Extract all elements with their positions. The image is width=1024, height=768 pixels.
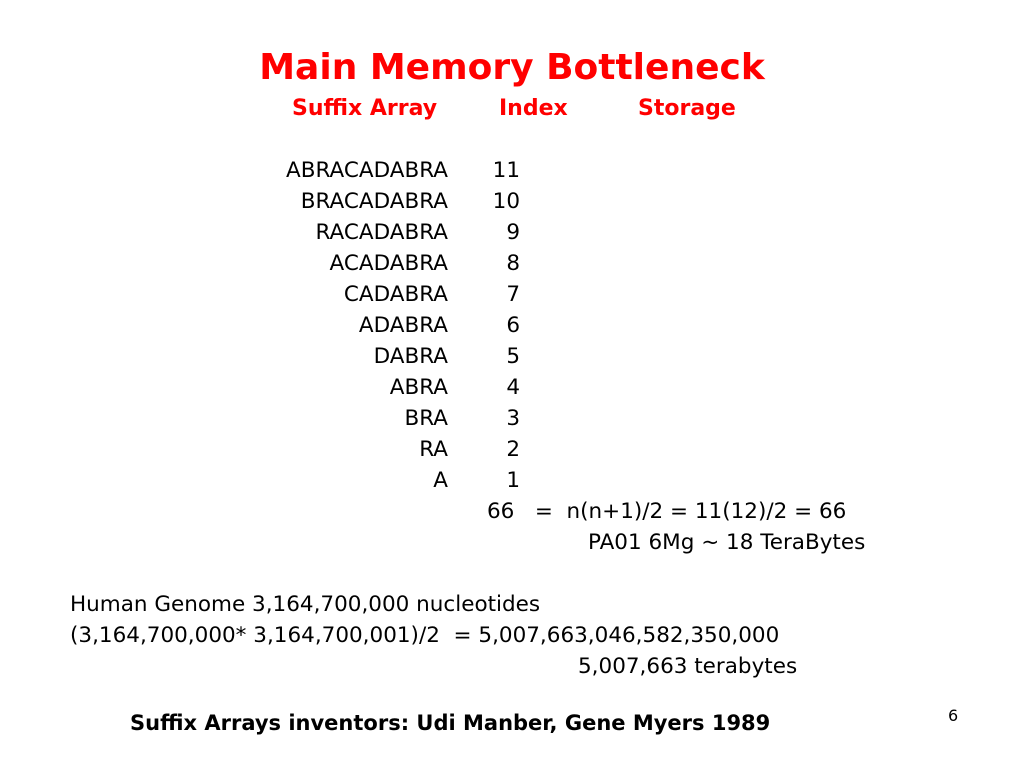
table-row	[240, 403, 540, 434]
suffix-cell: DABRA	[373, 344, 448, 369]
table-row	[240, 310, 540, 341]
suffix-cell: ADABRA	[358, 313, 448, 338]
table-row	[240, 434, 540, 465]
storage-total-line: 66 = n(n+1)/2 = 11(12)/2 = 66	[487, 499, 847, 524]
table-row	[240, 341, 540, 372]
table-row	[240, 372, 540, 403]
suffix-table	[240, 155, 540, 496]
index-cell: 8	[506, 251, 520, 276]
suffix-cell: BRACADABRA	[300, 189, 448, 214]
genome-line-3: 5,007,663 terabytes	[578, 654, 798, 679]
genome-line-2: (3,164,700,000* 3,164,700,001)/2 = 5,007,663,046,582,350,000	[70, 623, 780, 648]
storage-header: Storage	[638, 96, 736, 121]
index-cell: 11	[492, 158, 520, 183]
storage-estimate-line: PA01 6Mg ~ 18 TeraBytes	[588, 530, 866, 555]
index-cell: 6	[506, 313, 520, 338]
index-cell: 2	[506, 437, 520, 462]
suffix-cell: ABRA	[389, 375, 448, 400]
suffix-cell: BRA	[404, 406, 448, 431]
suffix-cell: ABRACADABRA	[286, 158, 448, 183]
index-cell: 9	[506, 220, 520, 245]
index-cell: 1	[506, 468, 520, 493]
table-row	[240, 155, 540, 186]
slide-title: Main Memory Bottleneck	[259, 47, 765, 88]
suffix-cell: A	[433, 468, 448, 493]
table-row	[240, 248, 540, 279]
page-number: 6	[948, 706, 959, 725]
footer-credits: Suffix Arrays inventors: Udi Manber, Gene Myers 1989	[130, 711, 771, 735]
index-cell: 4	[506, 375, 520, 400]
index-cell: 10	[492, 189, 520, 214]
index-cell: 5	[506, 344, 520, 369]
suffix-cell: RACADABRA	[315, 220, 448, 245]
suffix-cell: ACADABRA	[329, 251, 448, 276]
suffix-cell: RA	[419, 437, 448, 462]
table-row	[240, 279, 540, 310]
index-cell: 7	[506, 282, 520, 307]
genome-line-1: Human Genome 3,164,700,000 nucleotides	[70, 592, 541, 617]
suffix-array-header: Suffix Array	[292, 96, 438, 121]
table-row	[240, 217, 540, 248]
table-row	[240, 465, 540, 496]
table-row	[240, 186, 540, 217]
index-cell: 3	[506, 406, 520, 431]
index-header: Index	[499, 96, 568, 121]
suffix-cell: CADABRA	[343, 282, 448, 307]
